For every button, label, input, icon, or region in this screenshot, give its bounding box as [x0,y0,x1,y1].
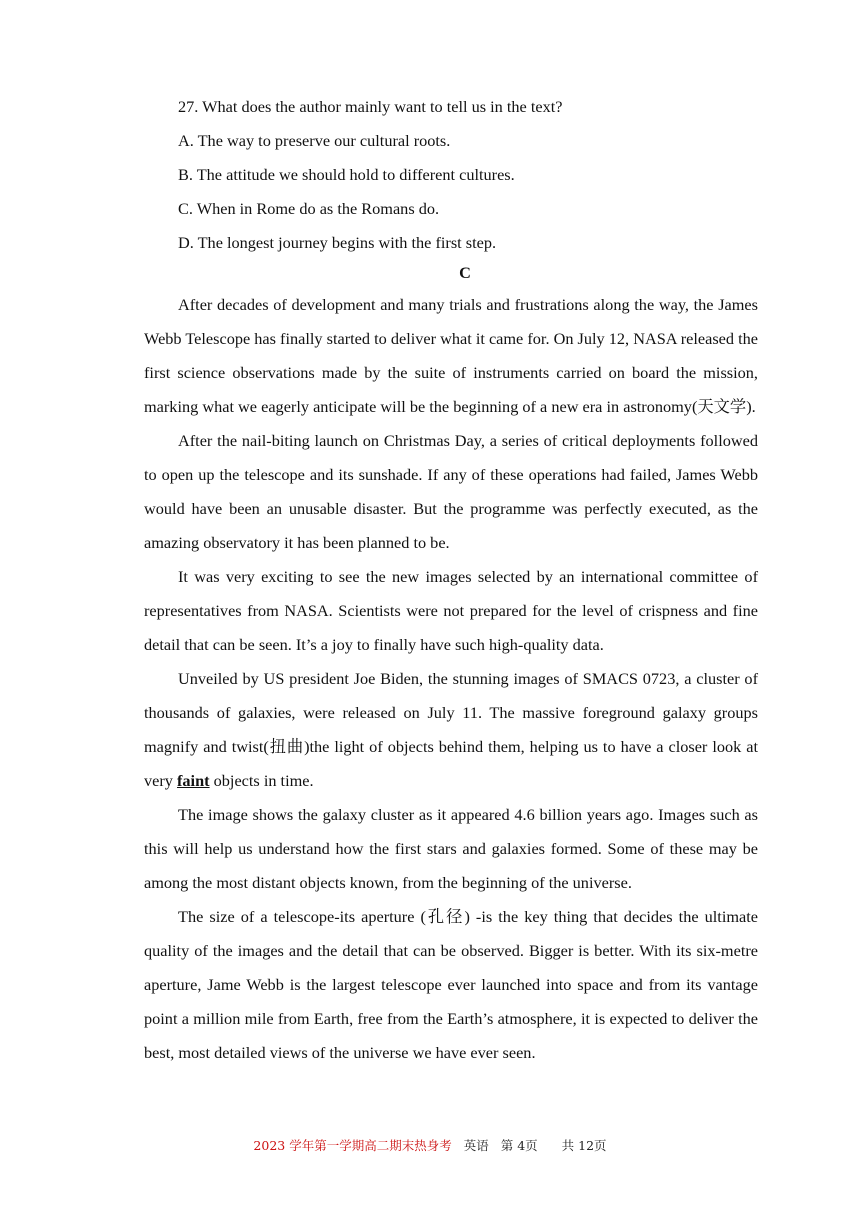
page-footer [0,1136,860,1154]
paragraph-6: The size of a telescope-its aperture (孔径) -is the key thing that decides the ultimate quality of the images and the detail that can be observed. Bigger is better. With its six-metre aperture, Jame Webb is the largest telescope ever launched into space and from its vantage point a million mile from Earth, free from the Earth’s atmosphere, it is expected to deliver the best, most detailed views of the universe we have ever seen. [144,907,758,1062]
paragraph-2: After the nail-biting launch on Christmas Day, a series of critical deployments followed to open up the telescope and its sunshade. If any of these operations had failed, James Webb would have been an unusable disaster. But the programme was perfectly executed, as the amazing observatory it has been planned to be. [144,431,758,552]
reading-passage [144,288,758,1070]
paragraph-3: It was very exciting to see the new images selected by an international committee of representatives from NASA. Scientists were not prepared for the level of crispness and fine detail that can be seen. It’s a joy to finally have such high-quality data. [144,567,758,654]
section-title: C [459,263,471,282]
footer-total-pages: 共 12页 [561,1138,607,1153]
paragraph-4 [144,662,758,798]
paragraph-5: The image shows the galaxy cluster as it appeared 4.6 billion years ago. Images such as this will help us understand how the first stars and galaxies formed. Some of these may be among the most distant objects known, from the beginning of the universe. [144,805,758,892]
paragraph-4-text-after: objects in time. [209,771,314,790]
question-stem: 27. What does the author mainly want to tell us in the text? [178,97,563,116]
footer-page-number: 第 4页 [500,1138,538,1153]
footer-subject: 英语 [463,1138,489,1153]
paragraph-1: After decades of development and many trials and frustrations along the way, the James Webb Telescope has finally started to deliver what it came for. On July 12, NASA released the first science observations made by the suite of instruments carried on board the mission, marking what we eagerly anticipate will be the beginning of a new era in astronomy(天文学). [144,295,758,416]
option-b: B. The attitude we should hold to different cultures. [178,165,515,184]
highlighted-word: faint [177,771,210,790]
footer-exam-title: 2023 学年第一学期高二期末热身考 [253,1138,452,1153]
option-c: C. When in Rome do as the Romans do. [178,199,440,218]
paragraph-4-text-before: Unveiled by US president Joe Biden, the stunning images of SMACS 0723, a cluster of thousands of galaxies, were released on July 11. The massive foreground galaxy groups magnify and twist(扭曲)the light of objects behind them, helping us to have a closer look at very [144,669,758,790]
option-a: A. The way to preserve our cultural roots. [178,131,451,150]
option-d: D. The longest journey begins with the first step. [178,233,497,252]
